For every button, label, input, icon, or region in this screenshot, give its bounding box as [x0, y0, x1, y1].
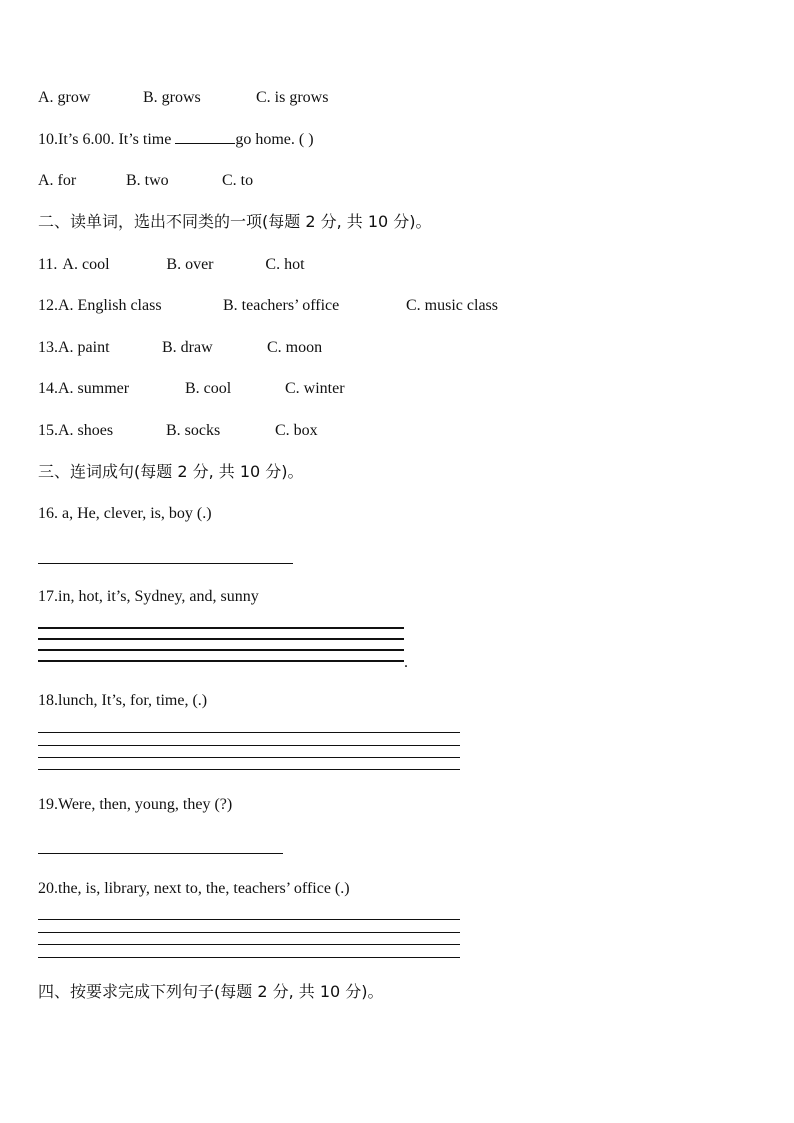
q15-option-c: C. box — [275, 422, 318, 439]
q15 — [38, 421, 318, 441]
q14-number: 14. — [38, 380, 58, 397]
q13-option-a: A. paint — [58, 339, 110, 356]
q14 — [38, 379, 345, 399]
q15-option-a: A. shoes — [58, 422, 114, 439]
q15-option-b: B. socks — [166, 422, 221, 439]
q11-number: 11. — [38, 256, 58, 273]
q18-answer-line-1[interactable] — [38, 732, 460, 733]
q14-option-c: C. winter — [285, 380, 345, 397]
q12 — [38, 296, 498, 316]
q18-answer-line-2[interactable] — [38, 745, 460, 746]
q10-option-c: C. to — [222, 172, 254, 189]
q13-option-b: B. draw — [162, 339, 213, 356]
q19-answer-line[interactable] — [38, 853, 283, 854]
q18-prompt: 18.lunch, It’s, for, time, (.) — [38, 692, 208, 709]
q11-option-c: C. hot — [265, 256, 305, 273]
q15-number: 15. — [38, 422, 58, 439]
q11-option-a: A. cool — [62, 256, 110, 273]
section2-heading: 二、读单词，选出不同类的一项(每题 2 分, 共 10 分)。 — [38, 212, 432, 231]
q11-option-b: B. over — [166, 256, 214, 273]
q17-trailing-period: . — [404, 654, 408, 671]
q13-option-c: C. moon — [267, 339, 323, 356]
q14-option-a: A. summer — [58, 380, 130, 397]
q13-number: 13. — [38, 339, 58, 356]
q17-answer-line-2[interactable] — [38, 638, 404, 640]
q16-answer-line[interactable] — [38, 563, 293, 564]
q17-answer-line-1[interactable] — [38, 627, 404, 629]
q20-answer-line-1[interactable] — [38, 919, 460, 920]
q10-text-before: 10.It’s 6.00. It’s time — [38, 131, 176, 148]
q9-option-b: B. grows — [143, 89, 201, 106]
q18-answer-line-4[interactable] — [38, 769, 460, 770]
q10-option-a: A. for — [38, 172, 77, 189]
q10-options — [38, 171, 253, 191]
q16-prompt: 16. a, He, clever, is, boy (.) — [38, 505, 212, 522]
q12-number: 12. — [38, 297, 58, 314]
section4-heading: 四、按要求完成下列句子(每题 2 分, 共 10 分)。 — [38, 982, 384, 1001]
q13 — [38, 338, 322, 358]
q12-option-b: B. teachers’ office — [223, 297, 340, 314]
q10-option-b: B. two — [126, 172, 169, 189]
q12-option-a: A. English class — [58, 297, 162, 314]
q17-answer-line-4[interactable] — [38, 660, 404, 662]
q20-answer-line-3[interactable] — [38, 944, 460, 945]
q19-prompt: 19.Were, then, young, they (?) — [38, 796, 233, 813]
q20-prompt: 20.the, is, library, next to, the, teachers’ office (.) — [38, 880, 350, 897]
q17-answer-line-3[interactable] — [38, 649, 404, 651]
q10-text-after: go home. ( ) — [235, 131, 314, 148]
q9-option-c: C. is grows — [256, 89, 329, 106]
section3-heading: 三、连词成句(每题 2 分, 共 10 分)。 — [38, 462, 304, 481]
q10-blank[interactable] — [175, 143, 235, 144]
q11 — [38, 255, 305, 275]
q12-option-c: C. music class — [406, 297, 498, 314]
q14-option-b: B. cool — [185, 380, 232, 397]
q9-option-a: A. grow — [38, 89, 91, 106]
q9-options — [38, 88, 328, 108]
q20-answer-line-2[interactable] — [38, 932, 460, 933]
q18-answer-line-3[interactable] — [38, 757, 460, 758]
q10-question — [38, 130, 314, 150]
q17-prompt: 17.in, hot, it’s, Sydney, and, sunny — [38, 588, 259, 605]
q20-answer-line-4[interactable] — [38, 957, 460, 958]
